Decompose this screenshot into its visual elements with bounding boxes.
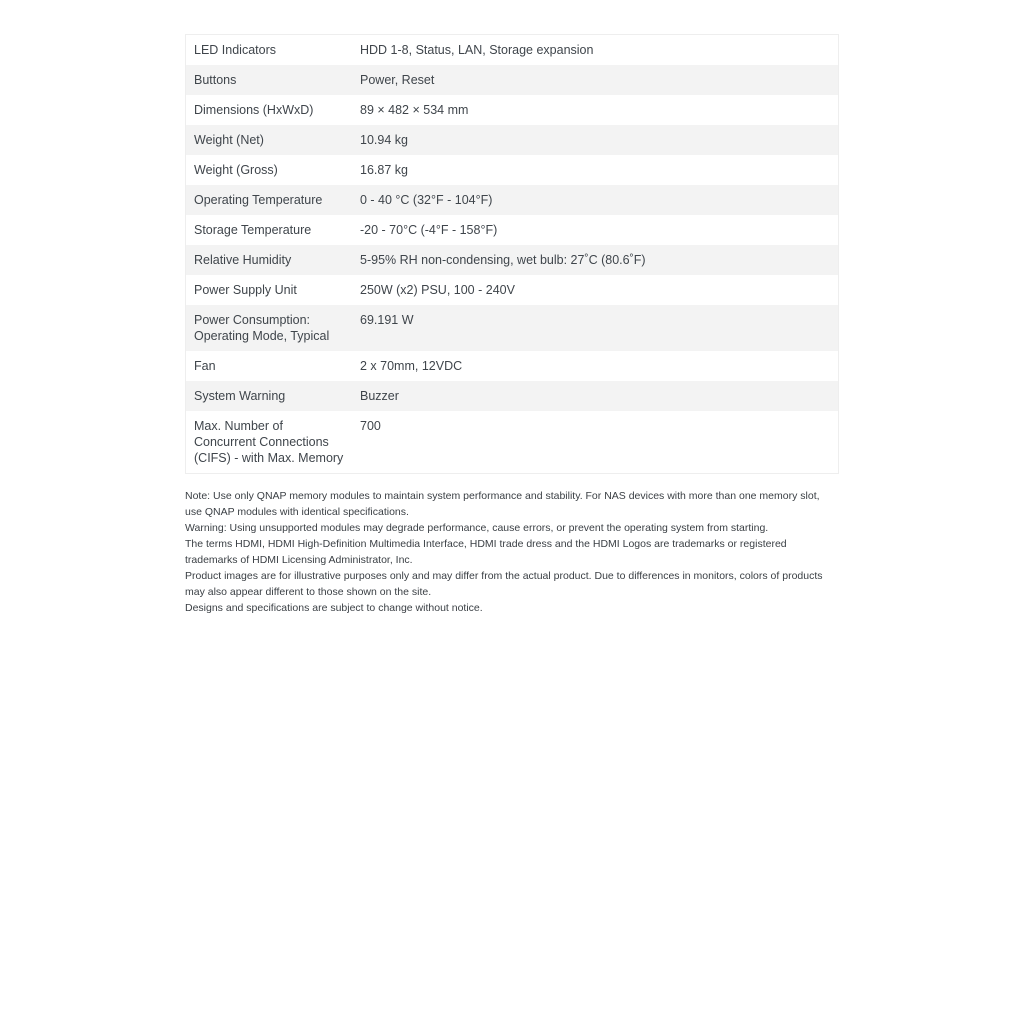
spec-value: 5-95% RH non-condensing, wet bulb: 27˚C (80.6˚F) bbox=[352, 245, 839, 275]
spec-label: Weight (Net) bbox=[186, 125, 353, 155]
product-image-notice: Product images are for illustrative purposes only and may differ from the actual product. Due to differences in monitors, colors of products may also appear different to those shown on the site. bbox=[185, 570, 823, 598]
table-row bbox=[186, 185, 839, 215]
table-row bbox=[186, 95, 839, 125]
spec-label: Weight (Gross) bbox=[186, 155, 353, 185]
disclaimer-notes bbox=[185, 488, 839, 616]
spec-label: LED Indicators bbox=[186, 35, 353, 66]
spec-value: 10.94 kg bbox=[352, 125, 839, 155]
spec-value: 250W (x2) PSU, 100 - 240V bbox=[352, 275, 839, 305]
spec-label: Power Supply Unit bbox=[186, 275, 353, 305]
spec-label: Buttons bbox=[186, 65, 353, 95]
memory-note: Note: Use only QNAP memory modules to maintain system performance and stability. For NAS devices with more than one memory slot, use QNAP modules with identical specifications. bbox=[185, 490, 820, 518]
spec-label: Operating Temperature bbox=[186, 185, 353, 215]
spec-label: Max. Number of Concurrent Connections (CIFS) - with Max. Memory bbox=[186, 411, 353, 474]
spec-label: System Warning bbox=[186, 381, 353, 411]
spec-label: Dimensions (HxWxD) bbox=[186, 95, 353, 125]
spec-value: Buzzer bbox=[352, 381, 839, 411]
spec-label: Storage Temperature bbox=[186, 215, 353, 245]
table-row bbox=[186, 275, 839, 305]
spec-label: Relative Humidity bbox=[186, 245, 353, 275]
spec-value: 0 - 40 °C (32°F - 104°F) bbox=[352, 185, 839, 215]
spec-value: 2 x 70mm, 12VDC bbox=[352, 351, 839, 381]
memory-warning: Warning: Using unsupported modules may degrade performance, cause errors, or prevent the operating system from starting. bbox=[185, 522, 769, 534]
table-row bbox=[186, 305, 839, 351]
table-row bbox=[186, 155, 839, 185]
spec-value: 89 × 482 × 534 mm bbox=[352, 95, 839, 125]
specifications-table bbox=[185, 34, 839, 474]
spec-label: Power Consumption: Operating Mode, Typical bbox=[186, 305, 353, 351]
table-row bbox=[186, 65, 839, 95]
spec-value: Power, Reset bbox=[352, 65, 839, 95]
table-row bbox=[186, 245, 839, 275]
spec-value: 700 bbox=[352, 411, 839, 474]
table-row bbox=[186, 381, 839, 411]
spec-value: -20 - 70°C (-4°F - 158°F) bbox=[352, 215, 839, 245]
table-row bbox=[186, 351, 839, 381]
table-row bbox=[186, 35, 839, 66]
table-row bbox=[186, 215, 839, 245]
spec-value: 16.87 kg bbox=[352, 155, 839, 185]
trademark-notice: The terms HDMI, HDMI High-Definition Multimedia Interface, HDMI trade dress and the HDMI Logos are trademarks or registered trademarks of HDMI Licensing Administrator, Inc. bbox=[185, 538, 787, 566]
spec-label: Fan bbox=[186, 351, 353, 381]
table-row bbox=[186, 125, 839, 155]
spec-value: HDD 1-8, Status, LAN, Storage expansion bbox=[352, 35, 839, 66]
spec-value: 69.191 W bbox=[352, 305, 839, 351]
change-notice: Designs and specifications are subject to change without notice. bbox=[185, 602, 483, 614]
table-row bbox=[186, 411, 839, 474]
